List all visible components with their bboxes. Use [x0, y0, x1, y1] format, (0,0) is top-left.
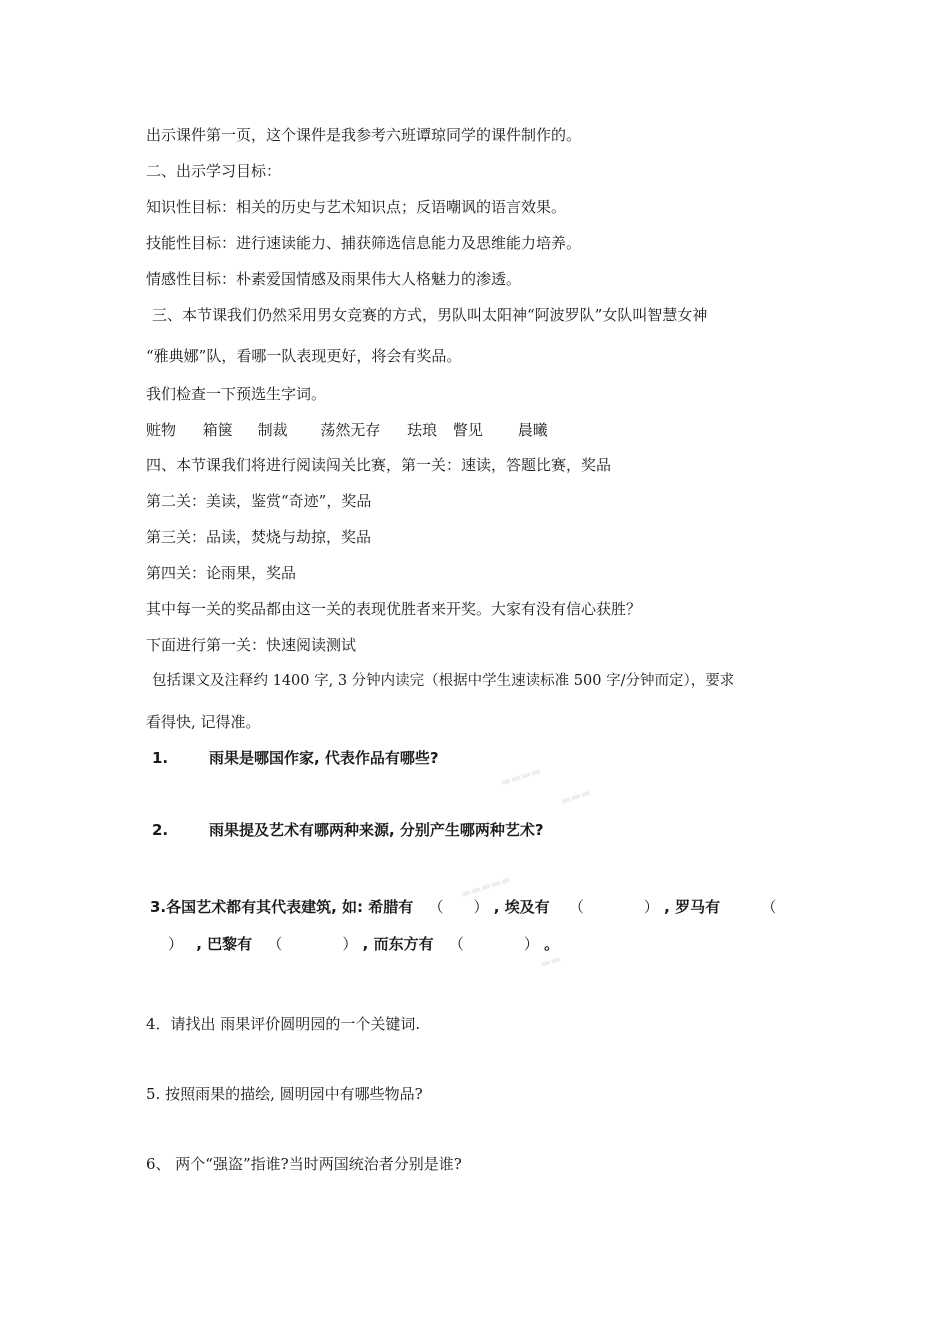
vocab-word: 荡然无存 [320, 421, 381, 439]
reading-requirement-cont: 看得快, 记得准。 [146, 713, 261, 731]
question-text: , 罗马有 [664, 898, 721, 916]
vocab-word: 箱箧 [202, 421, 233, 439]
question-text: , 而东方有 [362, 935, 434, 953]
answer-blank: （ ） [448, 935, 539, 953]
watermark-mark: ▬▬▬ [558, 785, 593, 808]
question-text: 3.各国艺术都有其代表建筑, 如: 希腊有 [150, 898, 414, 916]
goal-emotion: 情感性目标：朴素爱国情感及雨果伟大人格魅力的渗透。 [146, 270, 522, 288]
section-reading-game: 四、本节课我们将进行阅读闯关比赛，第一关：速读，答题比赛，奖品 [146, 456, 612, 474]
answer-blank: （ ） [568, 898, 659, 916]
question-number: 1. [152, 749, 169, 767]
question-1 [152, 748, 439, 768]
text-line-courseware: 出示课件第一页，这个课件是我参考六班谭琼同学的课件制作的。 [146, 126, 582, 144]
section-competition: 三、本节课我们仍然采用男女竞赛的方式，男队叫太阳神“阿波罗队”女队叫智慧女神 [152, 306, 708, 324]
answer-blank: （ ） [428, 898, 489, 916]
watermark-mark: ▬▬▬▬▬ [459, 872, 513, 901]
question-3-line-2 [168, 934, 559, 954]
question-text: 雨果是哪国作家, 代表作品有哪些? [209, 749, 439, 767]
reading-requirement: 包括课文及注释约 1400 字, 3 分钟内读完（根据中学生速读标准 500 字/分钟而定），要求 [152, 673, 735, 689]
answer-blank: （ ） [267, 935, 358, 953]
level-two: 第二关：美读，鉴赏“奇迹”，奖品 [146, 492, 372, 510]
question-4: 4．请找出 雨果评价圆明园的一个关键词. [146, 1015, 421, 1033]
question-number: 2. [152, 821, 169, 839]
watermark-mark: ▬▬▬▬ [499, 763, 543, 790]
section-heading-goals: 二、出示学习目标： [146, 162, 282, 180]
question-2 [152, 820, 544, 840]
question-3-line-1 [150, 897, 776, 917]
vocab-word: 晨曦 [517, 421, 548, 439]
first-level-intro: 下面进行第一关：快速阅读测试 [146, 636, 357, 654]
question-6: 6、 两个“强盗”指谁?当时两国统治者分别是谁? [146, 1155, 462, 1173]
question-text: 。 [544, 935, 560, 953]
level-four: 第四关：论雨果，奖品 [146, 564, 297, 582]
goal-knowledge: 知识性目标：相关的历史与艺术知识点；反语嘲讽的语言效果。 [146, 198, 567, 216]
level-three: 第三关：品读，焚烧与劫掠，奖品 [146, 528, 372, 546]
question-5: 5. 按照雨果的描绘, 圆明园中有哪些物品? [146, 1085, 423, 1103]
question-text: 雨果提及艺术有哪两种来源, 分别产生哪两种艺术? [209, 821, 544, 839]
vocab-word: 制裁 [257, 421, 288, 439]
goal-skills: 技能性目标：进行速读能力、捕获筛选信息能力及思维能力培养。 [146, 234, 582, 252]
answer-blank-open: （ [761, 898, 777, 916]
vocab-check-line: 我们检查一下预选生字词。 [146, 385, 327, 403]
vocab-word: 赃物 [146, 421, 177, 439]
question-text: , 埃及有 [493, 898, 550, 916]
answer-blank-close: ） [168, 935, 184, 953]
question-text: , 巴黎有 [196, 935, 253, 953]
prize-note: 其中每一关的奖品都由这一关的表现优胜者来开奖。大家有没有信心获胜？ [146, 600, 642, 618]
vocab-word: 珐琅 [407, 421, 438, 439]
team-line: “雅典娜”队，看哪一队表现更好，将会有奖品。 [146, 347, 462, 365]
watermark-mark: ▬▬ [538, 952, 563, 971]
vocab-list [146, 420, 548, 440]
vocab-word: 瞥见 [452, 421, 483, 439]
